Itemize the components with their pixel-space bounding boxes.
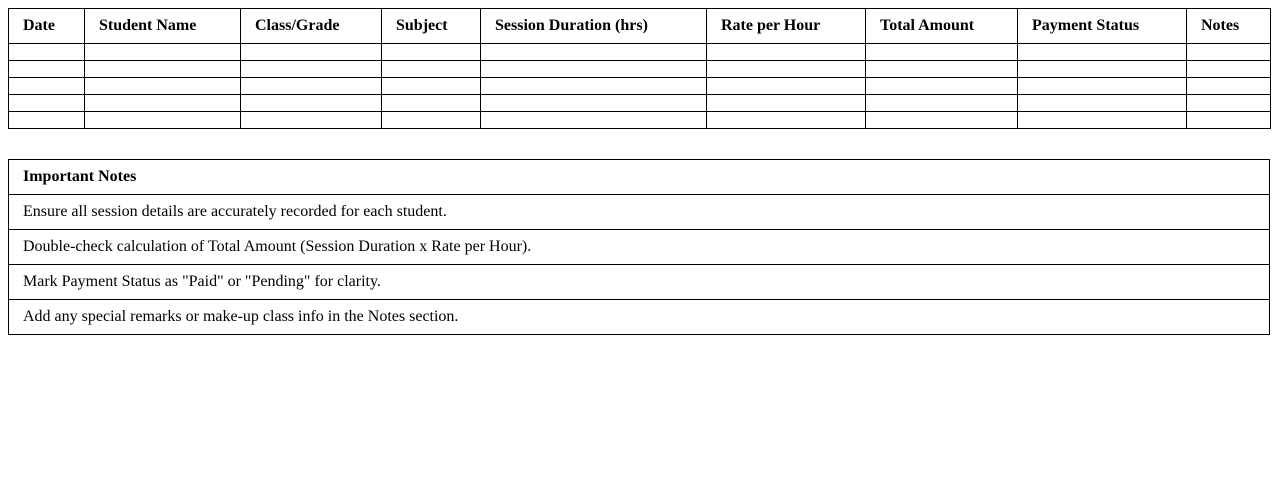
- table-cell[interactable]: [866, 61, 1018, 78]
- table-cell[interactable]: [866, 44, 1018, 61]
- table-cell[interactable]: [85, 44, 241, 61]
- header-session-duration: Session Duration (hrs): [481, 9, 707, 44]
- table-row: [9, 61, 1271, 78]
- table-cell[interactable]: [707, 112, 866, 129]
- header-subject: Subject: [382, 9, 481, 44]
- table-cell[interactable]: [85, 112, 241, 129]
- note-row: [9, 300, 1270, 335]
- table-cell[interactable]: [1187, 61, 1271, 78]
- note-item: Double-check calculation of Total Amount (Session Duration x Rate per Hour).: [9, 230, 1270, 265]
- table-cell[interactable]: [1187, 44, 1271, 61]
- note-item: Ensure all session details are accurately recorded for each student.: [9, 195, 1270, 230]
- table-cell[interactable]: [241, 78, 382, 95]
- table-cell[interactable]: [241, 112, 382, 129]
- table-cell[interactable]: [9, 95, 85, 112]
- table-cell[interactable]: [707, 44, 866, 61]
- note-item: Add any special remarks or make-up class info in the Notes section.: [9, 300, 1270, 335]
- note-row: [9, 265, 1270, 300]
- table-cell[interactable]: [866, 95, 1018, 112]
- table-cell[interactable]: [707, 95, 866, 112]
- table-cell[interactable]: [9, 61, 85, 78]
- table-cell[interactable]: [9, 78, 85, 95]
- table-cell[interactable]: [1018, 44, 1187, 61]
- table-cell[interactable]: [241, 95, 382, 112]
- table-cell[interactable]: [707, 78, 866, 95]
- table-cell[interactable]: [241, 44, 382, 61]
- table-cell[interactable]: [85, 78, 241, 95]
- table-cell[interactable]: [866, 78, 1018, 95]
- table-cell[interactable]: [481, 78, 707, 95]
- notes-heading-row: [9, 160, 1270, 195]
- table-cell[interactable]: [1018, 95, 1187, 112]
- table-cell[interactable]: [1187, 95, 1271, 112]
- table-cell[interactable]: [481, 61, 707, 78]
- note-item: Mark Payment Status as "Paid" or "Pending" for clarity.: [9, 265, 1270, 300]
- header-class-grade: Class/Grade: [241, 9, 382, 44]
- table-cell[interactable]: [707, 61, 866, 78]
- table-cell[interactable]: [382, 61, 481, 78]
- table-cell[interactable]: [9, 112, 85, 129]
- table-cell[interactable]: [866, 112, 1018, 129]
- table-row: [9, 95, 1271, 112]
- header-rate-per-hour: Rate per Hour: [707, 9, 866, 44]
- table-row: [9, 44, 1271, 61]
- table-cell[interactable]: [85, 95, 241, 112]
- table-cell[interactable]: [481, 95, 707, 112]
- table-cell[interactable]: [1018, 61, 1187, 78]
- table-cell[interactable]: [241, 61, 382, 78]
- header-payment-status: Payment Status: [1018, 9, 1187, 44]
- notes-heading: Important Notes: [9, 160, 1270, 195]
- table-cell[interactable]: [481, 44, 707, 61]
- header-student-name: Student Name: [85, 9, 241, 44]
- table-body: [9, 44, 1271, 129]
- table-cell[interactable]: [9, 44, 85, 61]
- table-cell[interactable]: [481, 112, 707, 129]
- table-cell[interactable]: [382, 95, 481, 112]
- table-header-row: [9, 9, 1271, 44]
- header-date: Date: [9, 9, 85, 44]
- table-cell[interactable]: [1018, 112, 1187, 129]
- table-cell[interactable]: [382, 44, 481, 61]
- table-cell[interactable]: [1018, 78, 1187, 95]
- note-row: [9, 195, 1270, 230]
- header-notes: Notes: [1187, 9, 1271, 44]
- table-cell[interactable]: [382, 112, 481, 129]
- table-cell[interactable]: [1187, 112, 1271, 129]
- table-cell[interactable]: [85, 61, 241, 78]
- note-row: [9, 230, 1270, 265]
- table-cell[interactable]: [1187, 78, 1271, 95]
- tuition-log-table: [8, 8, 1271, 129]
- table-row: [9, 78, 1271, 95]
- table-cell[interactable]: [382, 78, 481, 95]
- table-row: [9, 112, 1271, 129]
- important-notes-table: [8, 159, 1270, 335]
- header-total-amount: Total Amount: [866, 9, 1018, 44]
